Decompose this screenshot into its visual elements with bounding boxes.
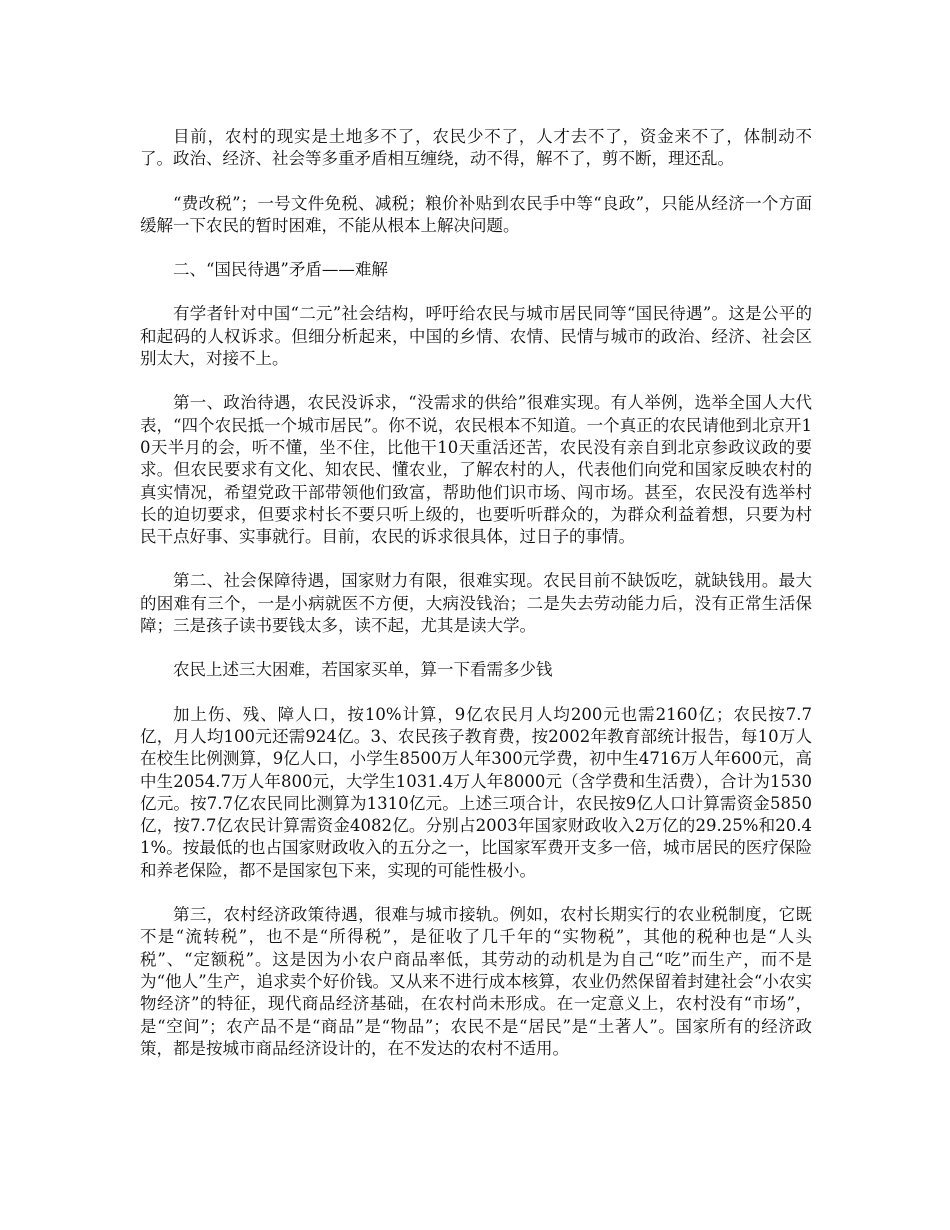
paragraph-scholars-appeal: 有学者针对中国“二元”社会结构，呼吁给农民与城市居民同等“国民待遇”。这是公平的和起码的人权诉求。但细分析起来，中国的乡情、农情、民情与城市的政治、经济、社会区别太大，对接不上。 [140, 304, 812, 369]
section-heading-national-treatment: 二、“国民待遇”矛盾——难解 [173, 260, 388, 280]
paragraph-political-treatment: 第一、政治待遇，农民没诉求，“没需求的供给”很难实现。有人举例，选举全国人大代表，“四个农民抵一个城市居民”。你不说，农民根本不知道。一个真正的农民请他到北京开10天半月的会，听不懂，坐不住，比他干10天重活还苦，农民没有亲自到北京参政议政的要求。但农民要求有文化、知农民、懂农业，了解农村的人，代表他们向党和国家反映农村的真实情况，希望党政干部带领他们致富，帮助他们识市场、闯市场。甚至，农民没有选举村长的迫切要求，但要求村长不要只听上级的，也要听听群众的，为群众利益着想，只要为村民干点好事、实事就行。目前，农民的诉求很具体，过日子的事情。 [140, 393, 812, 547]
paragraph-three-difficulties: 农民上述三大困难，若国家买单，算一下看需多少钱 [173, 660, 553, 680]
paragraph-rural-reality: 目前，农村的现实是土地多不了，农民少不了，人才去不了，资金来不了，体制动不了。政治、经济、社会等多重矛盾相互缠绕，动不得，解不了，剪不断，理还乱。 [140, 127, 812, 169]
document-body [140, 126, 812, 1082]
paragraph-tax-reform: “费改税”；一号文件免税、减税；粮价补贴到农民手中等“良政”，只能从经济一个方面缓解一下农民的暂时困难，不能从根本上解决问题。 [140, 193, 812, 235]
paragraph-cost-calculation: 加上伤、残、障人口，按10%计算，9亿农民月人均200元也需2160亿；农民按7.7亿，月人均100元还需924亿。3、农民孩子教育费，按2002年教育部统计报告，每10万人在校生比例测算，9亿人口，小学生8500万人年300元学费，初中生4716万人年600元，高中生2054.7万人年800元，大学生1031.4万人年8000元（含学费和生活费），合计为1530亿元。按7.7亿农民同比测算为1310亿元。上述三项合计，农民按9亿人口计算需资金5850亿，按7.7亿农民计算需资金4082亿。分别占2003年国家财政收入2万亿的29.25%和20.41%。按最低的也占国家财政收入的五分之一，比国家军费开支多一倍，城市居民的医疗保险和养老保险，都不是国家包下来，实现的可能性极小。 [140, 704, 812, 880]
paragraph-economic-policy: 第三，农村经济政策待遇，很难与城市接轨。例如，农村长期实行的农业税制度，它既不是“流转税”，也不是“所得税”，是征收了几千年的“实物税”，其他的税种也是“人头税”、“定额税”。这是因为小农户商品率低，其劳动的动机是为自己“吃”而生产，而不是为“他人”生产，追求卖个好价钱。又从来不进行成本核算，农业仍然保留着封建社会“小农实物经济”的特征，现代商品经济基础，在农村尚未形成。在一定意义上，农村没有“市场”，是“空间”；农产品不是“商品”是“物品”；农民不是“居民”是“土著人”。国家所有的经济政策，都是按城市商品经济设计的，在不发达的农村不适用。 [140, 905, 812, 1058]
paragraph-social-security: 第二、社会保障待遇，国家财力有限，很难实现。农民目前不缺饭吃，就缺钱用。最大的困难有三个，一是小病就医不方便，大病没钱治；二是失去劳动能力后，没有正常生活保障；三是孩子读书要钱太多，读不起，尤其是读大学。 [140, 571, 812, 636]
